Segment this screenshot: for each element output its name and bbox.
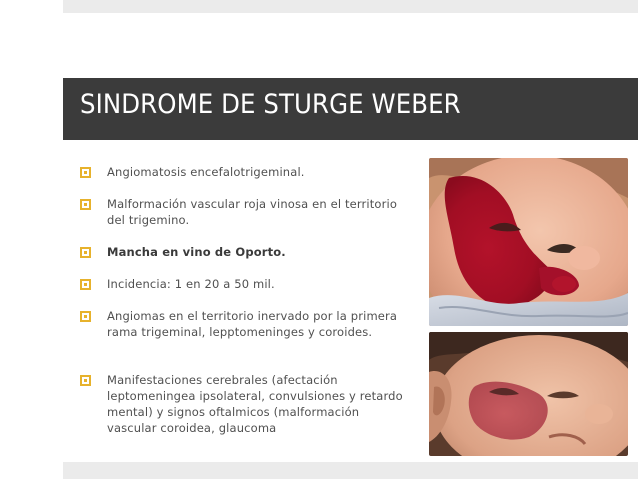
bullet-item (80, 308, 410, 340)
square-bullet-icon (80, 375, 91, 386)
bullet-item (80, 164, 410, 180)
bullet-item (80, 244, 410, 260)
bullet-item (80, 372, 410, 436)
bullet-text: Manifestaciones cerebrales (afectación leptomeningea ipsolateral, convulsiones y retardo mental) y signos oftalmicos (malformación vascular coroidea, glaucoma (107, 373, 403, 435)
square-bullet-icon (80, 199, 91, 210)
bullet-text: Mancha en vino de Oporto. (107, 245, 286, 259)
child-facial-angioma-photo (429, 332, 628, 456)
slide-title: SINDROME DE STURGE WEBER (80, 89, 461, 120)
infant-port-wine-stain-photo (429, 158, 628, 326)
bullet-text: Malformación vascular roja vinosa en el territorio del trigemino. (107, 197, 398, 227)
bullet-text: Incidencia: 1 en 20 a 50 mil. (107, 277, 275, 291)
bullet-item (80, 196, 410, 228)
square-bullet-icon (80, 247, 91, 258)
square-bullet-icon (80, 311, 91, 322)
top-frame-bar (63, 0, 638, 13)
square-bullet-icon (80, 279, 91, 290)
square-bullet-icon (80, 167, 91, 178)
bullet-text: Angiomatosis encefalotrigeminal. (107, 165, 305, 179)
bullet-item (80, 276, 410, 292)
bottom-frame-bar (63, 462, 638, 479)
bullet-text: Angiomas en el territorio inervado por la primera rama trigeminal, lepptomeninges y coroides. (107, 309, 398, 339)
